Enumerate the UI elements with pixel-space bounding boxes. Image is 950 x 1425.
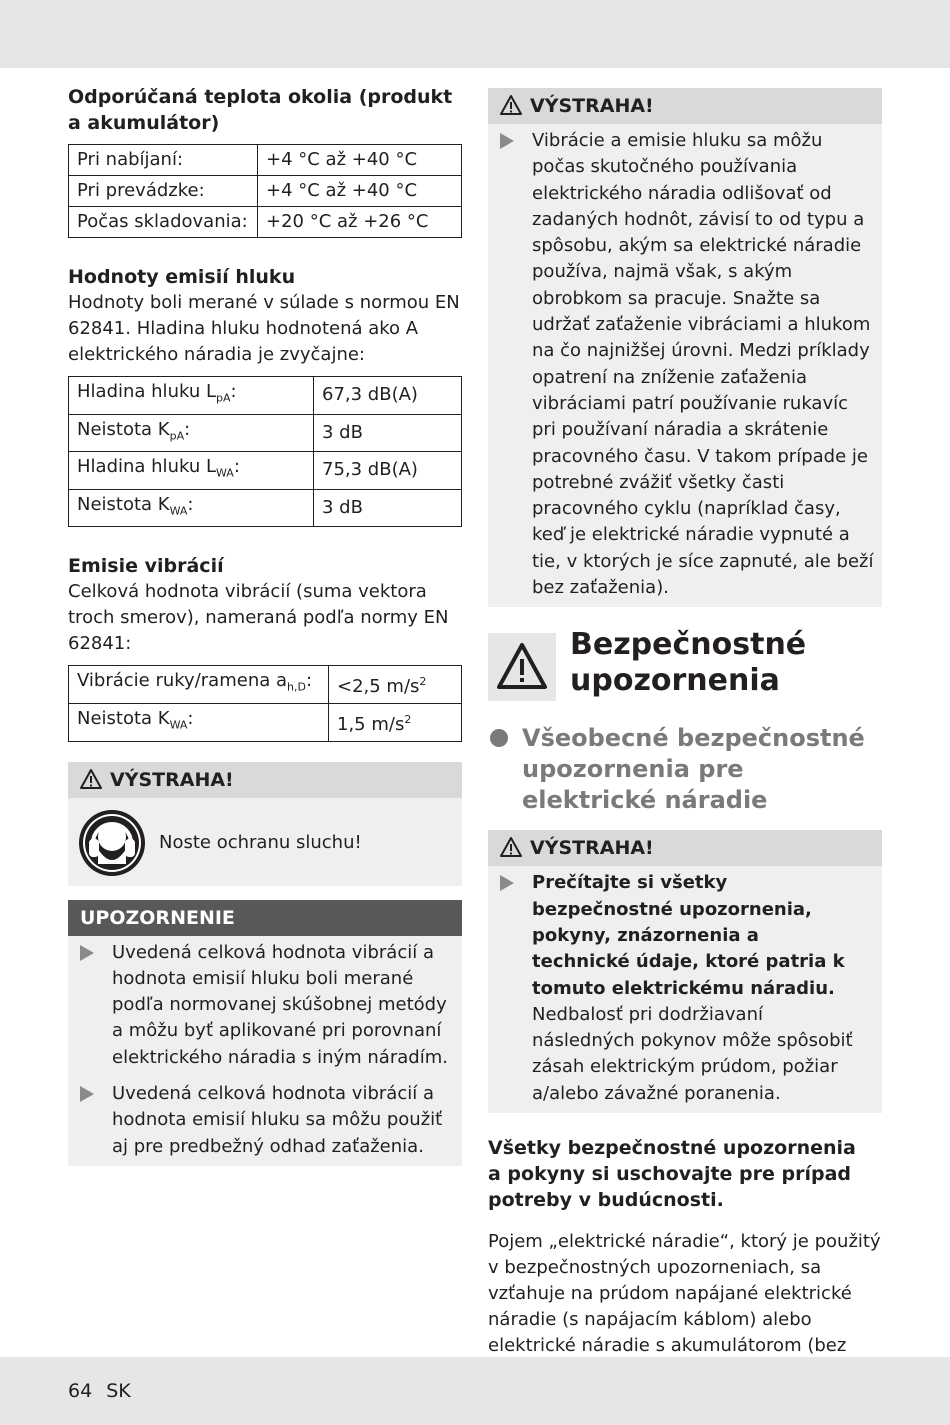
noise-table bbox=[68, 376, 462, 527]
warning-triangle-icon bbox=[500, 833, 522, 869]
section-title: Bezpečnostné upozornenia bbox=[570, 627, 807, 699]
section-header bbox=[488, 627, 882, 709]
table-row: Hladina hluku $L_{pA}$: 67,3 dB(A) bbox=[69, 377, 462, 415]
list-item: Vibrácie a emisie hluku sa môžu počas skutočného používania elektrického náradia odlišovať od zadaných hodnôt, závisí to od typu a spôsobu, akým sa elektrické náradie používa, najmä však, s akým obrobkom sa pracuje. Snažte sa udržať zaťaženie vibráciami a hlukom na čo najnižšej úrovni. Medzi príklady opatrení na zníženie zaťaženia vibráciami patrí používanie rukavíc pri používaní náradia a skrátenie pracovného času. V takom prípade je potrebné zvážiť všetky časti pracovného cyklu (napríklad časy, keď je elektrické náradie vypnuté a tie, v ktorých je síce zapnuté, ale beží bez zaťaženia). bbox=[488, 128, 882, 601]
table-row: Pri prevádzke: +4 °C až +40 °C bbox=[69, 176, 462, 207]
warning-header bbox=[488, 830, 882, 866]
warning-title: VÝSTRAHA! bbox=[530, 837, 654, 860]
keep-instructions-text: Všetky bezpečnostné upozornenia a pokyny si uschovajte pre prípad potreby v budúcnosti. bbox=[488, 1137, 856, 1212]
vibration-warning-box bbox=[488, 88, 882, 607]
table-row: Neistota $K_{WA}$: 3 dB bbox=[69, 489, 462, 527]
noise-text: Hodnoty boli merané v súlade s normou EN 62841. Hladina hluku hodnotená ako A elektrického náradia je zvyčajne: bbox=[68, 292, 460, 365]
left-column bbox=[68, 84, 462, 1166]
header-band bbox=[0, 0, 950, 68]
subsection-header bbox=[488, 723, 882, 816]
temp-heading: Odporúčaná teplota okolia (produkt a akumulátor) bbox=[68, 86, 453, 134]
list-item: Prečítajte si všetky bezpečnostné upozornenia, pokyny, znázornenia a technické údaje, ktoré patria k tomuto elektrickému náradiu. Nedbalosť pri dodržiavaní následných pokynov môže spôsobiť zásah elektrickým prúdom, požiar a/alebo závažné poranenia. bbox=[488, 870, 882, 1107]
notice-title: UPOZORNENIE bbox=[68, 900, 462, 936]
language-code: SK bbox=[106, 1380, 131, 1402]
warning-header bbox=[68, 762, 462, 798]
section-subtitle: Všeobecné bezpečnostné upozornenia pre elektrické náradie bbox=[522, 724, 865, 815]
right-column bbox=[488, 88, 882, 1385]
list-item: Uvedená celková hodnota vibrácií a hodnota emisií hluku sa môžu použiť aj pre predbežný odhad zaťaženia. bbox=[68, 1081, 462, 1160]
bullet-arrow-icon bbox=[500, 875, 514, 891]
table-row: Vibrácie ruky/ramena $a_{h,D}$: <2,5 $m/s^2$ bbox=[69, 666, 462, 704]
notice-box bbox=[68, 900, 462, 1166]
term-definition-text: Pojem „elektrické náradie“, ktorý je použitý v bezpečnostných upozorneniach, sa vzťahuje na prúdom napájané elektrické náradie (s napájacím káblom) alebo elektrické náradie s akumulátorom (bez bbox=[488, 1231, 881, 1357]
warning-triangle-icon bbox=[488, 633, 556, 701]
table-row: Počas skladovania: +20 °C až +26 °C bbox=[69, 207, 462, 238]
table-row: Pri nabíjaní: +4 °C až +40 °C bbox=[69, 145, 462, 176]
warning-title: VÝSTRAHA! bbox=[110, 768, 234, 791]
list-item: Uvedená celková hodnota vibrácií a hodnota emisií hluku boli merané podľa normovanej skúšobnej metódy a môžu byť aplikované pri porovnaní elektrického náradia s iným náradím. bbox=[68, 940, 462, 1071]
safety-warning-box bbox=[488, 830, 882, 1113]
warning-triangle-icon bbox=[500, 91, 522, 127]
footer-band bbox=[0, 1357, 950, 1425]
bullet-arrow-icon bbox=[500, 133, 514, 149]
warning-triangle-icon bbox=[80, 765, 102, 801]
vibration-table bbox=[68, 665, 462, 741]
footer bbox=[68, 1380, 131, 1402]
bullet-arrow-icon bbox=[80, 945, 94, 961]
temperature-table bbox=[68, 144, 462, 238]
noise-heading: Hodnoty emisií hluku bbox=[68, 266, 296, 288]
vibration-text: Celková hodnota vibrácií (suma vektora troch smerov), nameraná podľa normy EN 62841: bbox=[68, 581, 449, 655]
warning-text: Noste ochranu sluchu! bbox=[159, 831, 362, 853]
table-row: Hladina hluku $L_{WA}$: 75,3 dB(A) bbox=[69, 452, 462, 490]
table-row: Neistota $K_{pA}$: 3 dB bbox=[69, 414, 462, 452]
warning-header bbox=[488, 88, 882, 124]
warning-title: VÝSTRAHA! bbox=[530, 95, 654, 117]
hearing-warning-box bbox=[68, 762, 462, 886]
bullet-arrow-icon bbox=[80, 1086, 94, 1102]
page-number: 64 bbox=[68, 1380, 93, 1402]
ear-protection-icon bbox=[78, 809, 146, 881]
vibration-heading: Emisie vibrácií bbox=[68, 555, 224, 578]
table-row: Neistota $K_{WA}$: 1,5 $m/s^2$ bbox=[69, 703, 462, 741]
